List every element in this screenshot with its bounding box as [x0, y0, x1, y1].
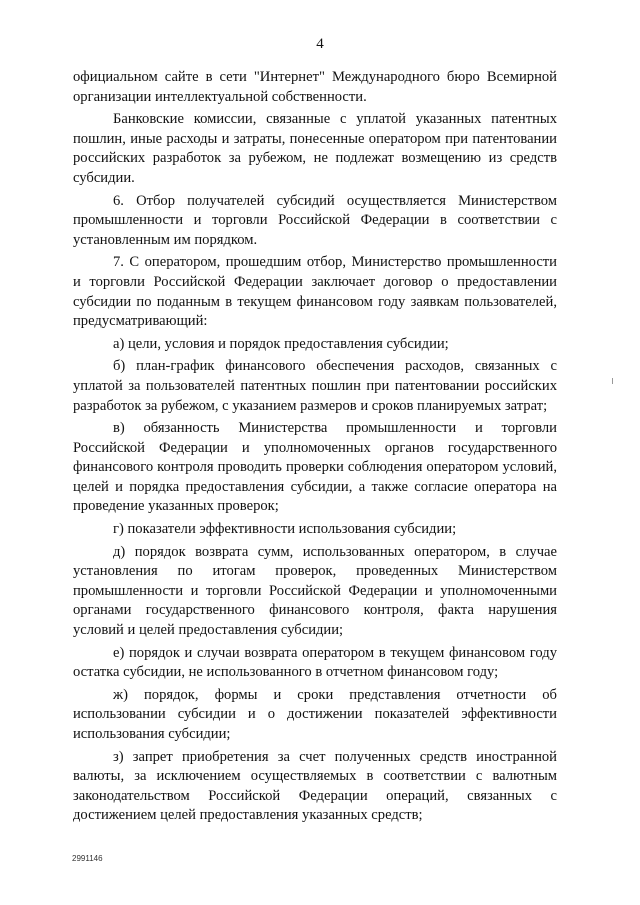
- paragraph-item-7: 7. С оператором, прошедшим отбор, Министерство промышленности и торговли Российской Федерации заключает договор о предоставлении субсидии по поданным в текущем финансовом году заявкам пользователей, предусматривающий:: [73, 254, 557, 330]
- subitem-zh: ж) порядок, формы и сроки представления отчетности об использовании субсидии и о достижении показателей эффективности использования субсидии;: [73, 686, 557, 742]
- subitem-z: з) запрет приобретения за счет полученных средств иностранной валюты, за исключением осуществляемых в соответствии с валютным законодательством Российской Федерации операций, связанных с достижением целей предоставления указанных средств;: [73, 748, 557, 824]
- document-body: [73, 68, 557, 829]
- subitem-g: г) показатели эффективности использования субсидии;: [113, 521, 457, 538]
- paragraph-bank-commissions: Банковские комиссии, связанные с уплатой указанных патентных пошлин, иные расходы и затраты, понесенные оператором при патентовании российских разработок за рубежом, не подлежат возмещению из средств субсидии.: [73, 111, 557, 186]
- document-code: 2991146: [72, 854, 103, 863]
- subitem-a: а) цели, условия и порядок предоставления субсидии;: [113, 335, 449, 352]
- margin-mark: [612, 378, 613, 384]
- paragraph-continuation: официальном сайте в сети "Интернет" Международного бюро Всемирной организации интеллектуальной собственности.: [73, 69, 557, 105]
- paragraph-item-6: 6. Отбор получателей субсидий осуществляется Министерством промышленности и торговли Российской Федерации в соответствии с установленным им порядком.: [73, 192, 557, 248]
- page-number: 4: [316, 36, 324, 52]
- subitem-v: в) обязанность Министерства промышленности и торговли Российской Федерации и уполномоченных органов государственного финансового контроля проводить проверки соблюдения оператором условий, целей и порядка предоставления субсидии, а также согласие оператора на проведение указанных проверок;: [73, 420, 557, 515]
- subitem-b: б) план-график финансового обеспечения расходов, связанных с уплатой за пользователей патентных пошлин при патентовании российских разработок за рубежом, с указанием размеров и сроков планируемых затрат;: [73, 358, 557, 414]
- subitem-e: е) порядок и случаи возврата оператором в текущем финансовом году остатка субсидии, не использованного в отчетном финансовом году;: [73, 644, 557, 681]
- subitem-d: д) порядок возврата сумм, использованных оператором, в случае установления по итогам проверок, проведенных Министерством промышленности и торговли Российской Федерации и уполномоченными органами государственного финансового контроля, факта нарушения условий и целей предоставления субсидии;: [73, 543, 557, 639]
